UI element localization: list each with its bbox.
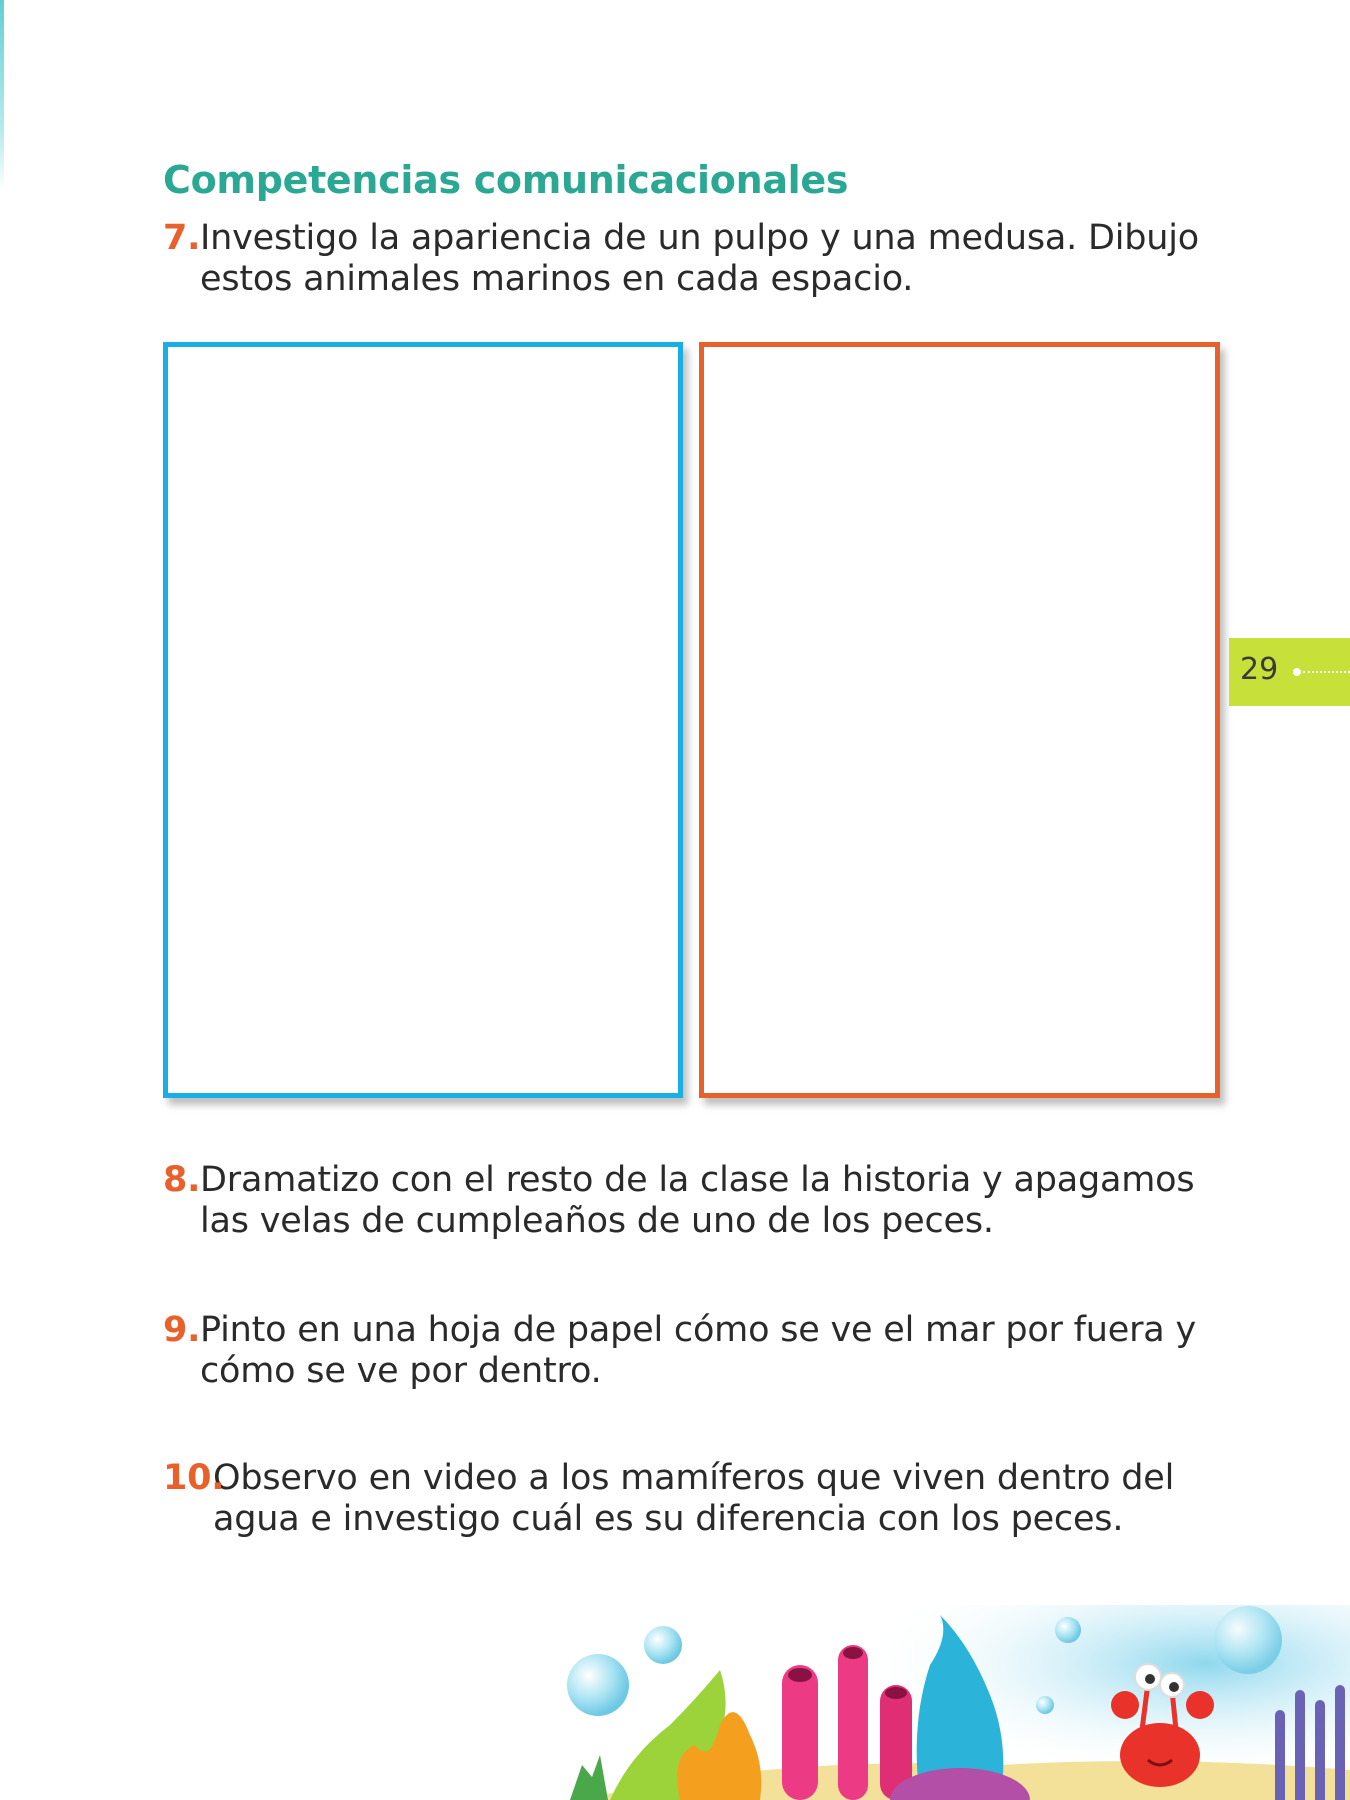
sea-illustration: [520, 1605, 1350, 1800]
drawing-box-octopus[interactable]: [163, 342, 683, 1098]
activity-number: 8.: [163, 1160, 201, 1200]
page-number: 29: [1240, 652, 1279, 687]
activity-text: Observo en video a los mamíferos que viven dentro del agua e investigo cuál es su diferencia con los peces.: [213, 1458, 1175, 1539]
activity-8: [163, 1160, 1233, 1242]
activity-text: Dramatizo con el resto de la clase la historia y apagamos las velas de cumpleaños de uno de los peces.: [200, 1160, 1195, 1241]
activity-number: 9.: [163, 1310, 201, 1350]
activity-number: 7.: [163, 218, 201, 258]
activity-9: [163, 1310, 1233, 1392]
activity-text: Investigo la apariencia de un pulpo y una medusa. Dibujo estos animales marinos en cada espacio.: [200, 218, 1199, 299]
activity-text: Pinto en una hoja de papel cómo se ve el mar por fuera y cómo se ve por dentro.: [200, 1310, 1196, 1391]
tab-dotted-line: [1303, 671, 1350, 673]
drawing-box-jellyfish[interactable]: [699, 342, 1220, 1098]
page-number-tab: [1229, 638, 1350, 706]
section-title: Competencias comunicacionales: [163, 158, 849, 202]
left-edge-accent: [0, 0, 4, 190]
activity-number: 10.: [163, 1458, 225, 1498]
activity-10: [163, 1458, 1233, 1540]
activity-7: [163, 218, 1233, 300]
tab-dot-icon: [1293, 668, 1301, 676]
